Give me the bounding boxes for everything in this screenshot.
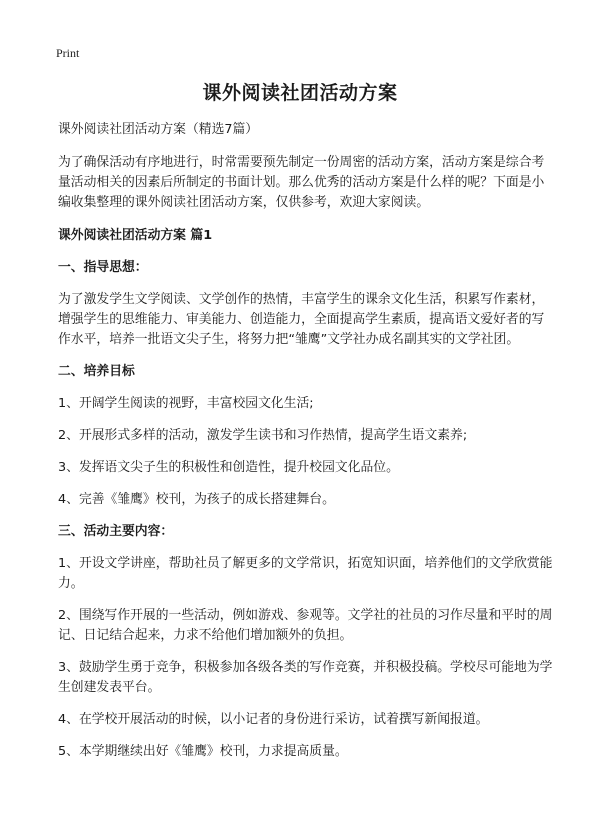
goal-item: 4、完善《雏鹰》校刊，为孩子的成长搭建舞台。 (58, 492, 335, 507)
page-title: 课外阅读社团活动方案 (202, 82, 398, 104)
activity-item: 5、本学期继续出好《雏鹰》校刊，力求提高质量。 (58, 744, 348, 759)
part3-heading: 三、活动主要内容： (58, 524, 174, 539)
activity-item: 3、鼓励学生勇于竞争，积极参加各级各类的写作竞赛，并积极投稿。学校尽可能地为学生创建发表平台。 (58, 660, 553, 695)
activity-item: 4、在学校开展活动的时候，以小记者的身份进行采访，试着撰写新闻报道。 (58, 712, 489, 727)
activity-item: 1、开设文学讲座，帮助社员了解更多的文学常识，拓宽知识面，培养他们的文学欣赏能力。 (58, 556, 553, 591)
subtitle: 课外阅读社团活动方案（精选7篇） (58, 122, 259, 137)
goal-item: 1、开阔学生阅读的视野，丰富校园文化生活; (58, 396, 314, 411)
print-link[interactable]: Print (56, 46, 80, 60)
section-title: 课外阅读社团活动方案 篇1 (58, 228, 213, 243)
goal-item: 2、开展形式多样的活动，激发学生读书和习作热情，提高学生语文素养; (58, 428, 468, 443)
part2-heading: 二、培养目标 (58, 364, 135, 379)
goal-item: 3、发挥语文尖子生的积极性和创造性，提升校园文化品位。 (58, 460, 399, 475)
part1-heading: 一、指导思想： (58, 260, 148, 275)
document-body (58, 120, 556, 774)
intro-paragraph: 为了确保活动有序地进行，时常需要预先制定一份周密的活动方案，活动方案是综合考量活动相关的因素后所制定的书面计划。那么优秀的活动方案是什么样的呢？下面是小编收集整理的课外阅读社团活动方案，仅供参考，欢迎大家阅读。 (58, 155, 545, 210)
part1-paragraph: 为了激发学生文学阅读、文学创作的热情，丰富学生的课余文化生活，积累写作素材，增强学生的思维能力、审美能力、创造能力，全面提高学生素质，提高语文爱好者的写作水平，培养一批语文尖子生，将努力把“雏鹰”文学社办成名副其实的文学社团。 (58, 292, 545, 347)
activity-item: 2、围绕写作开展的一些活动，例如游戏、参观等。文学社的社员的习作尽量和平时的周记、日记结合起来，力求不给他们增加额外的负担。 (58, 608, 553, 643)
